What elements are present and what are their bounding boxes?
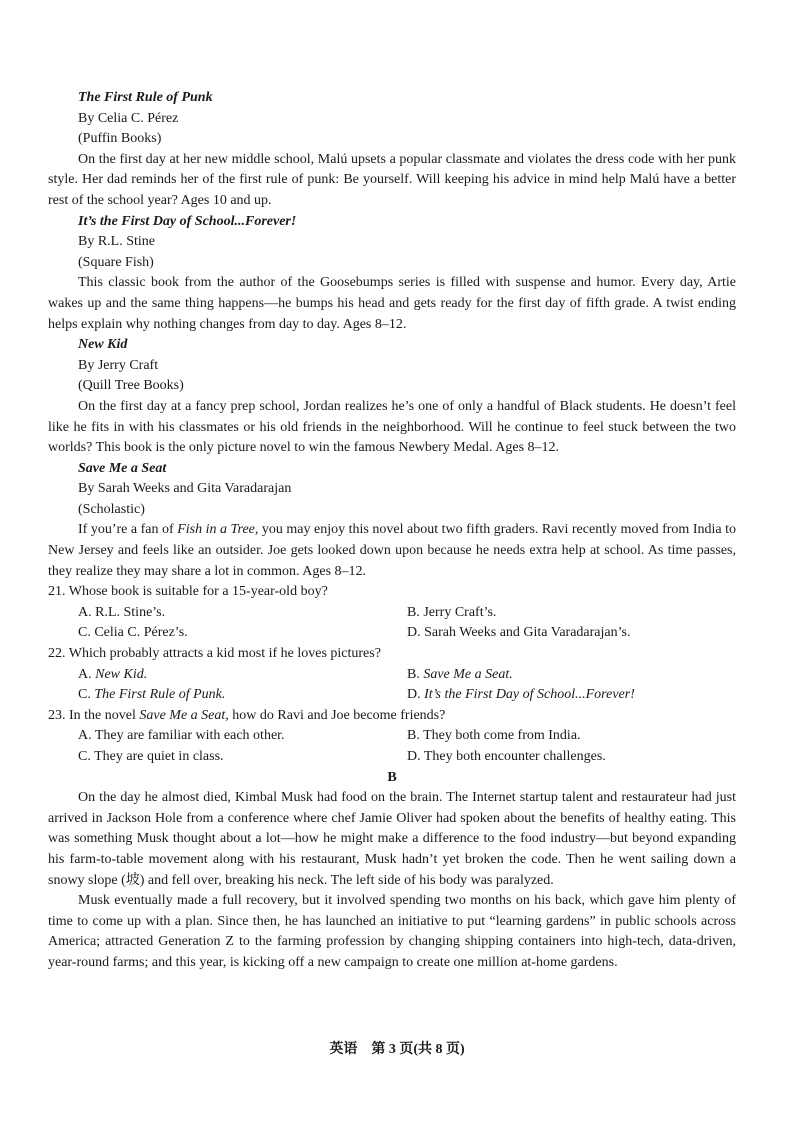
option-letter: B. — [407, 666, 424, 682]
option-b: B. Jerry Craft’s. — [407, 604, 497, 620]
desc-text: , you may enjoy this novel about two fifth graders. Ravi recently moved from India to New Jersey and feels like an outsider. Joe gets looked down upon because he needs extra help at school. As time passes, they realize they may share a lot in common. Ages 8–12. — [48, 522, 736, 579]
options-row — [48, 726, 736, 747]
options-row — [48, 685, 736, 706]
question-book-title: Save Me a Seat — [139, 707, 226, 723]
page-footer: 英语 第 3 页(共 8 页) — [329, 1042, 465, 1057]
desc-text: If you’re a fan of — [78, 522, 178, 538]
options-row — [48, 603, 736, 624]
option-text: The First Rule of Punk. — [94, 687, 226, 703]
question-23 — [48, 706, 736, 727]
option-d: D. They both encounter challenges. — [407, 749, 606, 764]
book-publisher: (Puffin Books) — [78, 131, 162, 147]
book-publisher: (Square Fish) — [78, 254, 154, 270]
question-text: , how do Ravi and Joe become friends? — [225, 707, 446, 723]
option-c: C. They are quiet in class. — [78, 749, 224, 764]
question-22: 22. Which probably attracts a kid most if he loves pictures? — [48, 646, 381, 662]
option-a: A. They are familiar with each other. — [78, 728, 285, 744]
option-a: A. R.L. Stine’s. — [78, 604, 166, 620]
book-author: By Sarah Weeks and Gita Varadarajan — [78, 481, 292, 497]
option-c — [78, 685, 407, 706]
desc-book-title: Fish in a Tree — [177, 522, 255, 538]
book-description — [48, 520, 736, 582]
book-title: The First Rule of Punk — [78, 90, 213, 105]
passage-paragraph: On the day he almost died, Kimbal Musk had food on the brain. The Internet startup talent and restaurateur had just arrived in Jackson Hole from a conference where chef Jamie Oliver had spoken about the benefits of healthy eating. This was something Musk thought about a lot—how he might make a difference to the food industry—but beyond expanding his farm-to-table movement along with his restaurant, Musk hadn’t yet broken the code. Then he went sailing down a snowy slope (坡) and fell over, breaking his neck. The left side of his body was paralyzed. — [48, 790, 736, 888]
option-text: New Kid. — [95, 666, 148, 682]
option-letter: D. — [407, 687, 425, 703]
option-letter: C. — [78, 687, 95, 703]
book-description: This classic book from the author of the Goosebumps series is filled with suspense and humor. Every day, Artie wakes up and the same thing happens—he bumps his head and gets ready for the first day of fifth grade. A twist ending helps explain why nothing changes from day to day. Ages 8–12. — [48, 275, 736, 332]
section-heading: B — [387, 769, 397, 785]
option-letter: A. — [78, 666, 96, 682]
option-c: C. Celia C. Pérez’s. — [78, 625, 188, 641]
book-title: It’s the First Day of School...Forever! — [78, 213, 297, 229]
book-title: New Kid — [78, 337, 128, 353]
option-d — [407, 685, 736, 706]
book-author: By R.L. Stine — [78, 234, 156, 250]
book-description: On the first day at a fancy prep school, Jordan realizes he’s one of only a handful of Black students. He doesn’t feel like he fits in with his classmates or his old friends in the neighborhood. Will he continue to feel stuck between the two worlds? This book is the only picture novel to win the famous Newbery Medal. Ages 8–12. — [48, 398, 736, 456]
book-description: On the first day at her new middle school, Malú upsets a popular classmate and violates the dress code with her punk style. Her dad reminds her of the first rule of punk: Be yourself. Will keeping his advice in mind help Malú have a better rest of the school year? Ages 10 and up. — [48, 151, 736, 208]
options-row — [48, 623, 736, 644]
option-d: D. Sarah Weeks and Gita Varadarajan’s. — [407, 625, 631, 641]
options-row — [48, 665, 736, 686]
question-21: 21. Whose book is suitable for a 15-year-old boy? — [48, 584, 328, 600]
option-text: Save Me a Seat. — [423, 666, 513, 682]
option-b: B. They both come from India. — [407, 728, 581, 744]
book-publisher: (Scholastic) — [78, 501, 145, 517]
question-text: 23. In the novel — [48, 707, 140, 723]
option-a — [78, 665, 407, 686]
option-b — [407, 665, 736, 686]
passage-paragraph: Musk eventually made a full recovery, but it involved spending two months on his back, which gave him plenty of time to come up with a plan. Since then, he has launched an initiative to put “learning gardens” in public schools across America; attracted Generation Z to the farming profession by changing shipping containers into high-tech, data-driven, year-round farms; and this year, is kicking off a new campaign to create one million at-home gardens. — [48, 893, 736, 970]
book-title: Save Me a Seat — [78, 460, 167, 476]
option-text: It’s the First Day of School...Forever! — [424, 687, 635, 703]
book-author: By Jerry Craft — [78, 357, 159, 373]
options-row — [48, 747, 736, 768]
book-publisher: (Quill Tree Books) — [78, 378, 184, 394]
book-author: By Celia C. Pérez — [78, 110, 179, 126]
